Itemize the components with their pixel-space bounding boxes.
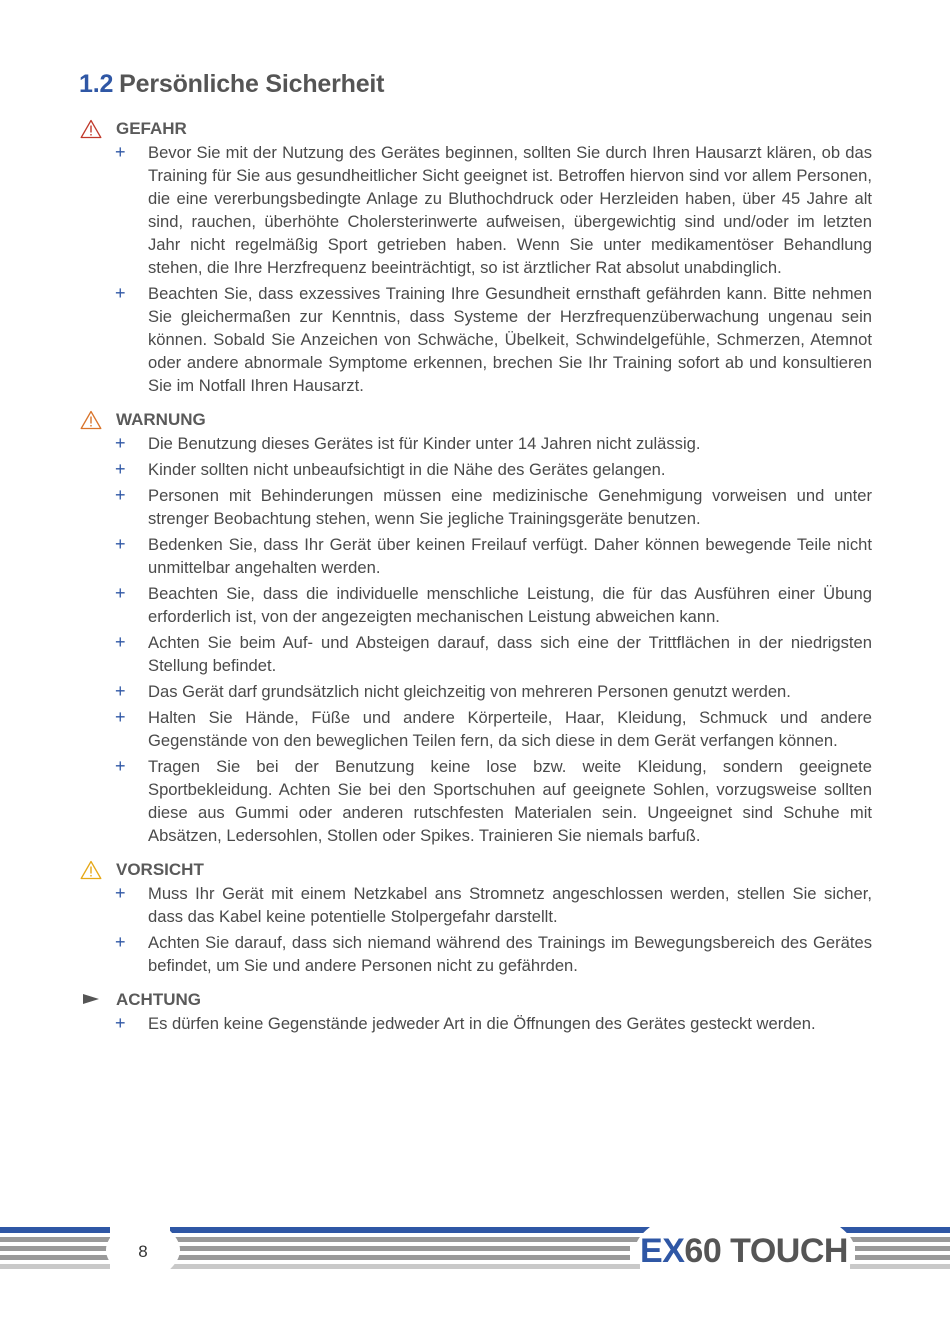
section-gefahr (79, 118, 872, 397)
item-list (79, 1012, 872, 1035)
section-label: VORSICHT (116, 860, 204, 879)
plus-bullet-icon: + (115, 142, 126, 162)
list-item: + Das Gerät darf grundsätzlich nicht gleichzeitig von mehreren Personen genutzt werden. (115, 681, 791, 701)
list-item: + Beachten Sie, dass die individuelle menschliche Leistung, die für das Ausführen einer Übung erforderlich ist, von der angezeigten mechanischen Leistung abweichen kann. (115, 583, 872, 626)
plus-bullet-icon: + (115, 283, 126, 303)
item-list (79, 141, 872, 397)
list-item: + Es dürfen keine Gegenstände jedweder Art in die Öffnungen des Gerätes gesteckt werden. (115, 1013, 816, 1033)
warning-triangle-orange-icon (80, 410, 102, 430)
list-item: + Achten Sie darauf, dass sich niemand während des Trainings im Bewegungsbereich des Gerätes befindet, um Sie und andere Personen nicht zu gefährden. (115, 932, 872, 975)
list-item: + Tragen Sie bei der Benutzung keine lose bzw. weite Kleidung, sondern geeignete Sportbekleidung. Achten Sie bei den Sportschuhen auf geeignete Sohlen, vorzugsweise sollten diese aus Gummi oder anderen rutschfesten Materialen sein. Ungeeignet sind Schuhe mit Absätzen, Ledersohlen, Stollen oder Spikes. Trainieren Sie niemals barfuß. (115, 756, 872, 845)
list-item: + Kinder sollten nicht unbeaufsichtigt in die Nähe des Gerätes gelangen. (115, 459, 666, 479)
section-header (79, 989, 872, 1011)
plus-bullet-icon: + (115, 534, 126, 554)
brand-logo: EX60 TOUCH (640, 1232, 848, 1270)
list-item: + Bevor Sie mit der Nutzung des Gerätes beginnen, sollten Sie durch Ihren Hausarzt klären, ob das Training für Sie aus gesundheitlicher Sicht geeignet ist. Betroffen hiervon sind vor allem Personen, die eine vererbungsbedingte Anlage zu Bluthochdruck oder Herzleiden haben, über 45 Jahre alt sind, rauchen, überhöhte Cholersterinwerte aufweisen, übergewichtig sind und/oder im letzten Jahr nicht regelmäßig Sport getrieben haben. Wenn Sie unter medikamentöser Behandlung stehen, die Ihre Herzfrequenz beeinträchtigt, so ist ärztlicher Rat absolut unabdinglich. (115, 142, 872, 277)
plus-bullet-icon: + (115, 459, 126, 479)
section-vorsicht (79, 859, 872, 977)
section-title: Persönliche Sicherheit (119, 70, 385, 98)
plus-bullet-icon: + (115, 681, 126, 701)
warning-triangle-red-icon (80, 119, 102, 139)
section-label: GEFAHR (116, 119, 187, 138)
plus-bullet-icon: + (115, 485, 126, 505)
section-warnung (79, 409, 872, 847)
plus-bullet-icon: + (115, 632, 126, 652)
safety-content (79, 118, 872, 1047)
plus-bullet-icon: + (115, 883, 126, 903)
list-item: + Halten Sie Hände, Füße und andere Körperteile, Haar, Kleidung, Schmuck und andere Gegenstände von den beweglichen Teilen fern, da sich diese in dem Gerät verfangen können. (115, 707, 872, 750)
plus-bullet-icon: + (115, 1013, 126, 1033)
section-number: 1.2 (79, 70, 114, 98)
section-header (79, 409, 872, 431)
section-label: ACHTUNG (116, 990, 201, 1009)
section-label: WARNUNG (116, 410, 206, 429)
list-item: + Beachten Sie, dass exzessives Training Ihre Gesundheit ernsthaft gefährden kann. Bitte nehmen Sie gleichermaßen zur Kenntnis, dass Systeme der Herzfrequenzüberwachung ungenau sein können. Sobald Sie Anzeichen von Schwäche, Übelkeit, Schwindelgefühle, Schmerzen, Atemnot oder andere abnormale Symptome erkennen, brechen Sie Ihr Training sofort ab und konsultieren Sie im Notfall Ihren Hausarzt. (115, 283, 872, 395)
list-item: + Personen mit Behinderungen müssen eine medizinische Genehmigung vorweisen und unter strenger Beobachtung stehen, wenn Sie jegliche Trainingsgeräte benutzen. (115, 485, 872, 528)
plus-bullet-icon: + (115, 433, 126, 453)
item-list (79, 432, 872, 847)
plus-bullet-icon: + (115, 583, 126, 603)
plus-bullet-icon: + (115, 707, 126, 727)
plus-bullet-icon: + (115, 756, 126, 776)
list-item: + Muss Ihr Gerät mit einem Netzkabel ans Stromnetz angeschlossen werden, stellen Sie sicher, dass das Kabel keine potentielle Stolpergefahr darstellt. (115, 883, 872, 926)
warning-triangle-yellow-icon (80, 860, 102, 880)
section-achtung (79, 989, 872, 1035)
flag-pennant-icon (80, 990, 102, 1010)
plus-bullet-icon: + (115, 932, 126, 952)
section-header (79, 118, 872, 140)
list-item: + Die Benutzung dieses Gerätes ist für Kinder unter 14 Jahren nicht zulässig. (115, 433, 701, 453)
page-title (79, 70, 384, 99)
list-item: + Bedenken Sie, dass Ihr Gerät über keinen Freilauf verfügt. Daher können bewegende Teile nicht unmittelbar angehalten werden. (115, 534, 872, 577)
item-list (79, 882, 872, 977)
list-item: + Achten Sie beim Auf- und Absteigen darauf, dass sich eine der Trittflächen in der niedrigsten Stellung befindet. (115, 632, 872, 675)
page-number: 8 (138, 1242, 148, 1261)
section-header (79, 859, 872, 881)
